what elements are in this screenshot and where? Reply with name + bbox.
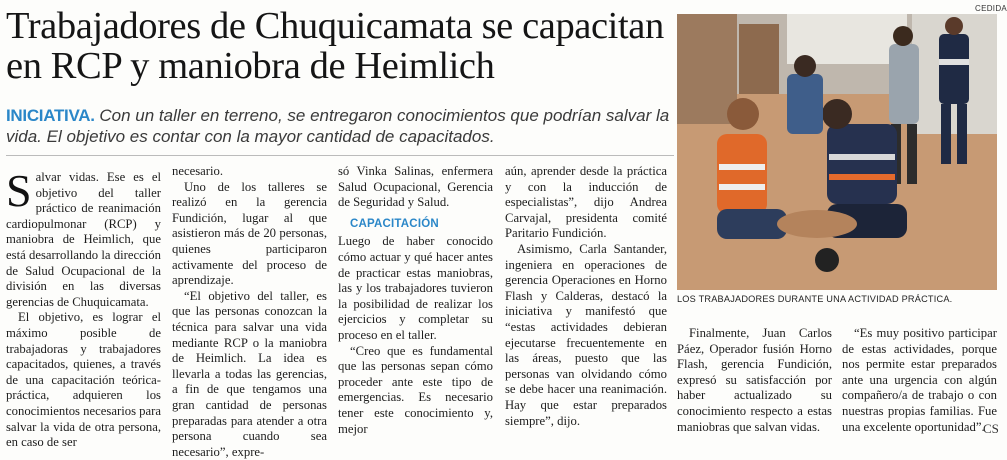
headline: Trabajadores de Chuquicamata se capacitan en RCP y maniobra de Heimlich (6, 5, 664, 87)
lead-text: Con un taller en terreno, se entregaron conocimientos que podrían salvar la vida. El objetivo es contar con la mayor cantidad de capacitados. (6, 106, 670, 146)
lead-paragraph (6, 105, 674, 147)
subheading: CAPACITACIÓN (350, 217, 439, 230)
paragraph: “Es muy positivo participar de estas actividades, porque nos permite estar preparados ante una urgencia con algún compañero/a de trabajo o con nuestras propias familias. Fue una excelente oportunidad”. (842, 326, 997, 434)
paragraph: Asimismo, Carla Santander, ingeniera en operaciones de gerencia Operaciones en Horno Flash y Calderas, destacó la iniciativa y manifestó que “estas actividades debieran ejecutarse frecuentemente en las áreas, puesto que las personas van olvidando cómo se debe hacer una reanimación. Hay que estar preparados siempre”, dijo. (505, 241, 667, 428)
paragraph: “El objetivo del taller, es que las personas conozcan la técnica para salvar una vida mediante RCP o la maniobra de Heimlich. La idea es llevarla a todas las gerencias, a fin de que tengamos una gran cantidad de personas preparadas para atender a otra persona cuando sea necesario”, expre- (172, 288, 327, 459)
paragraph: aún, aprender desde la práctica y con la inducción de especialistas”, dijo Andrea Carvajal, presidenta comité Paritario Fundición. (505, 164, 667, 241)
paragraph: “Creo que es fundamental que las personas sepan cómo proceder ante este tipo de emergencias. Es necesario tener este conocimiento y, mejor (338, 343, 493, 436)
paragraph: Finalmente, Juan Carlos Páez, Operador fusión Horno Flash, gerencia Fundición, expresó su satisfacción por haber actualizado su conocimiento respecto a estas maniobras que salvan vidas. (677, 326, 832, 434)
column-2 (172, 164, 327, 460)
paragraph: Uno de los talleres se realizó en la gerencia Fundición, lugar al que asistieron más de 20 personas, quienes participaron activamente del proceso de aprendizaje. (172, 179, 327, 288)
article-photo (677, 14, 997, 290)
photo-illustration (677, 14, 997, 290)
divider (6, 155, 674, 156)
column-3 (338, 164, 493, 437)
column-1 (6, 165, 162, 451)
drop-cap: S (6, 165, 32, 216)
photo-caption: LOS TRABAJADORES DURANTE UNA ACTIVIDAD PRÁCTICA. (677, 294, 953, 304)
photo-credit: CEDIDA (975, 4, 1007, 13)
column-5 (677, 326, 832, 435)
paragraph-text: alvar vidas. Ese es el objetivo del taller práctico de reanimación cardiopulmonar (RCP) y maniobra de Heimlich, que está desarrollando la dirección de Salud Ocupacional de la división en las diversas gerencias de Chuquicamata. (6, 170, 161, 309)
column-4 (505, 164, 667, 429)
paragraph (6, 165, 161, 310)
paragraph: Luego de haber conocido cómo actuar y qué hacer antes de practicar estas maniobras, las y los trabajadores tuvieron la posibilidad de realizar los ejercicios y completar su proceso en el taller. (338, 234, 493, 342)
paragraph: necesario. (172, 164, 224, 178)
lead-kicker: INICIATIVA. (6, 106, 95, 125)
end-mark: CS (983, 421, 999, 436)
column-6 (842, 326, 997, 435)
paragraph: só Vinka Salinas, enfermera Salud Ocupacional, Gerencia de Seguridad y Salud. (338, 164, 493, 210)
paragraph: El objetivo, es lograr el máximo posible de trabajadoras y trabajadores capacitados, quienes, a través de una capacitación teórica-práctica, adquieren los conocimientos necesarios para salvar la vida de otra persona, en caso de ser (6, 310, 162, 450)
